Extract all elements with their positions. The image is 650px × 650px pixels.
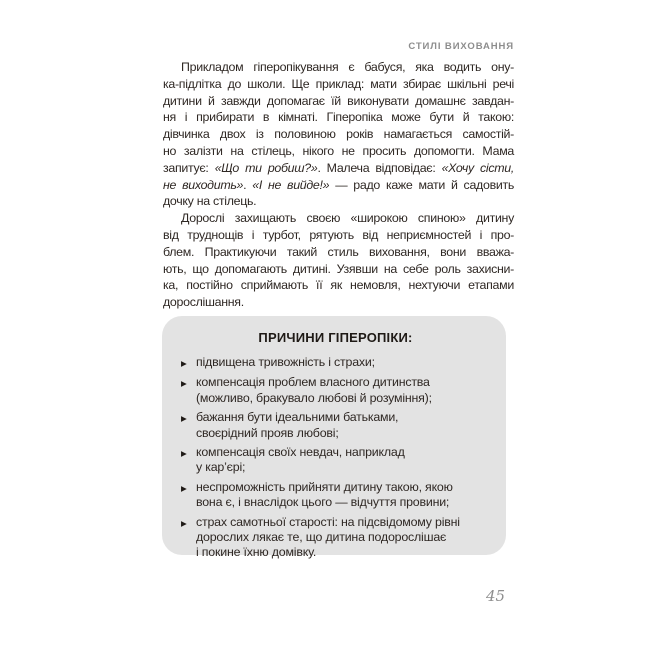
paragraph-line: не виходить». «І не вийде!» — радо каже мати й садовить xyxy=(163,177,514,192)
paragraph xyxy=(163,210,514,311)
list-item-line: неспроможність прийняти дитину такою, якою xyxy=(196,479,453,494)
list-item-text xyxy=(196,515,460,561)
paragraph-line: Дорослі захищають своєю «широкою спиною» дитину xyxy=(181,211,514,226)
list-item-text xyxy=(196,410,398,441)
paragraph-line: запитує: «Що ти робиш?». Малеча відповідає: «Хочу сісти, xyxy=(163,160,515,175)
page-number: 45 xyxy=(486,587,506,605)
paragraph-line: ня і прибирати в кімнаті. Гіперопіка може бути й такою: xyxy=(163,110,514,125)
body-text xyxy=(163,59,514,311)
list-item-text xyxy=(196,375,432,406)
list-item xyxy=(181,410,490,441)
bullet-triangle-icon: ▶ xyxy=(181,359,187,368)
paragraph-line: від труднощів і турбот, рятують від неприємностей і про- xyxy=(163,227,514,242)
paragraph-line: ка-підлітка до школи. Ще приклад: мати збирає шкільні речі xyxy=(163,76,514,91)
paragraph-line: блем. Практикуючи такий стиль виховання, вони вважа- xyxy=(163,244,514,259)
list-item xyxy=(181,445,490,476)
list-item-line: страх самотньої старості: на підсвідомому рівні xyxy=(196,514,460,529)
list-item-line: компенсація проблем власного дитинства xyxy=(196,375,430,390)
bullet-triangle-icon: ▶ xyxy=(181,449,187,459)
paragraph-line: но залізти на стілець, нікого не просить допомогти. Мама xyxy=(163,143,514,158)
paragraph-line: дорослішання. xyxy=(163,295,244,310)
box-item-list xyxy=(181,355,490,561)
list-item-line: компенсація своїх невдач, наприклад xyxy=(196,445,405,460)
bullet-triangle-icon: ▶ xyxy=(181,518,187,528)
box-title: ПРИЧИНИ ГІПЕРОПІКИ: xyxy=(258,330,413,345)
paragraph-line: ють, що допомагають дитині. Узявши на себе роль захисни- xyxy=(163,261,514,276)
bullet-triangle-icon: ▶ xyxy=(181,414,187,424)
list-item xyxy=(181,515,490,561)
list-item-text xyxy=(196,355,375,371)
list-item-text xyxy=(196,480,453,511)
list-item-line: підвищена тривожність і страхи; xyxy=(196,355,375,369)
list-item-line: і покине їхню домівку. xyxy=(196,545,317,560)
list-item-line: своєрідний прояв любові; xyxy=(196,425,339,440)
list-item-line: у кар’єрі; xyxy=(196,460,246,475)
paragraph-line: дівчинка двох із половиною років намагається самостій- xyxy=(163,127,514,142)
list-item xyxy=(181,480,490,511)
running-header: СТИЛІ ВИХОВАННЯ xyxy=(408,41,514,52)
paragraph xyxy=(163,59,514,210)
paragraph-line: Прикладом гіперопікування є бабуся, яка водить ону- xyxy=(181,60,514,74)
bullet-triangle-icon: ▶ xyxy=(181,483,187,493)
list-item-line: (можливо, бракувало любові й розуміння); xyxy=(196,390,432,405)
list-item xyxy=(181,375,490,406)
causes-info-box xyxy=(162,316,506,560)
list-item-line: вона є, і внаслідок цього — відчуття провини; xyxy=(196,495,450,510)
paragraph-line: дочку на стілець. xyxy=(163,194,257,209)
list-item xyxy=(181,355,490,371)
paragraph-line: ка, постійно сприймають її як немовля, нехтуючи етапами xyxy=(163,278,514,293)
list-item-line: бажання бути ідеальними батьками, xyxy=(196,410,399,425)
paragraph-line: дитини й завжди допомагає їй виконувати домашнє завдан- xyxy=(163,93,514,108)
list-item-text xyxy=(196,445,405,476)
bullet-triangle-icon: ▶ xyxy=(181,379,187,389)
list-item-line: дорослих лякає те, що дитина подорослішає xyxy=(196,530,447,545)
